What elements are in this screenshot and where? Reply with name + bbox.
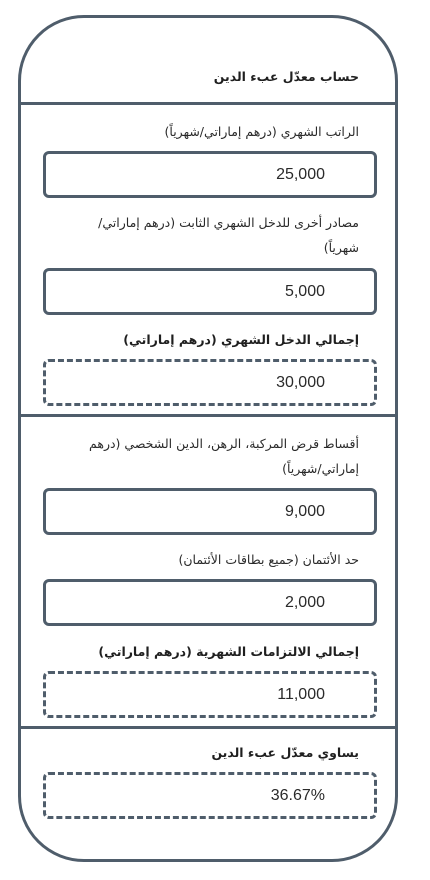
dbr-value: 36.67%	[270, 787, 325, 804]
other-income-label-line2: شهرياً)	[323, 240, 359, 255]
page-title: حساب معدّل عبء الدين	[213, 69, 359, 84]
credit-limit-label: حد الأئتمان (جميع بطاقات الأئتمان)	[178, 552, 359, 567]
salary-value: 25,000	[276, 166, 325, 183]
other-income-label-line1: مصادر أخرى للدخل الشهري الثابت (درهم إماراتي/	[98, 215, 359, 230]
total-income-value: 30,000	[276, 374, 325, 391]
dbr-label: يساوي معدّل عبء الدين	[211, 745, 359, 760]
header	[21, 18, 395, 105]
installments-label-line1: أقساط قرض المركبة، الرهن، الدين الشخصي (درهم	[89, 436, 359, 451]
other-income-input[interactable]	[43, 268, 377, 315]
salary-label: الراتب الشهري (درهم إماراتي/شهرياً)	[164, 124, 359, 139]
section-divider-2	[21, 726, 395, 729]
credit-limit-input[interactable]	[43, 579, 377, 626]
salary-input[interactable]	[43, 151, 377, 198]
total-obligations-field	[43, 671, 377, 718]
section-divider-1	[21, 414, 395, 417]
dbr-result-field	[43, 772, 377, 819]
total-income-label: إجمالي الدخل الشهري (درهم إماراتي)	[123, 332, 359, 347]
other-income-value: 5,000	[284, 283, 325, 300]
installments-label-line2: إماراتي/شهرياً)	[282, 461, 359, 476]
installments-input[interactable]	[43, 488, 377, 535]
total-obligations-value: 11,000	[277, 686, 325, 703]
calculator-card	[18, 15, 398, 862]
total-income-field	[43, 359, 377, 406]
total-obligations-label: إجمالي الالتزامات الشهرية (درهم إماراتي)	[98, 644, 359, 659]
installments-value: 9,000	[284, 503, 325, 520]
credit-limit-value: 2,000	[284, 594, 325, 611]
